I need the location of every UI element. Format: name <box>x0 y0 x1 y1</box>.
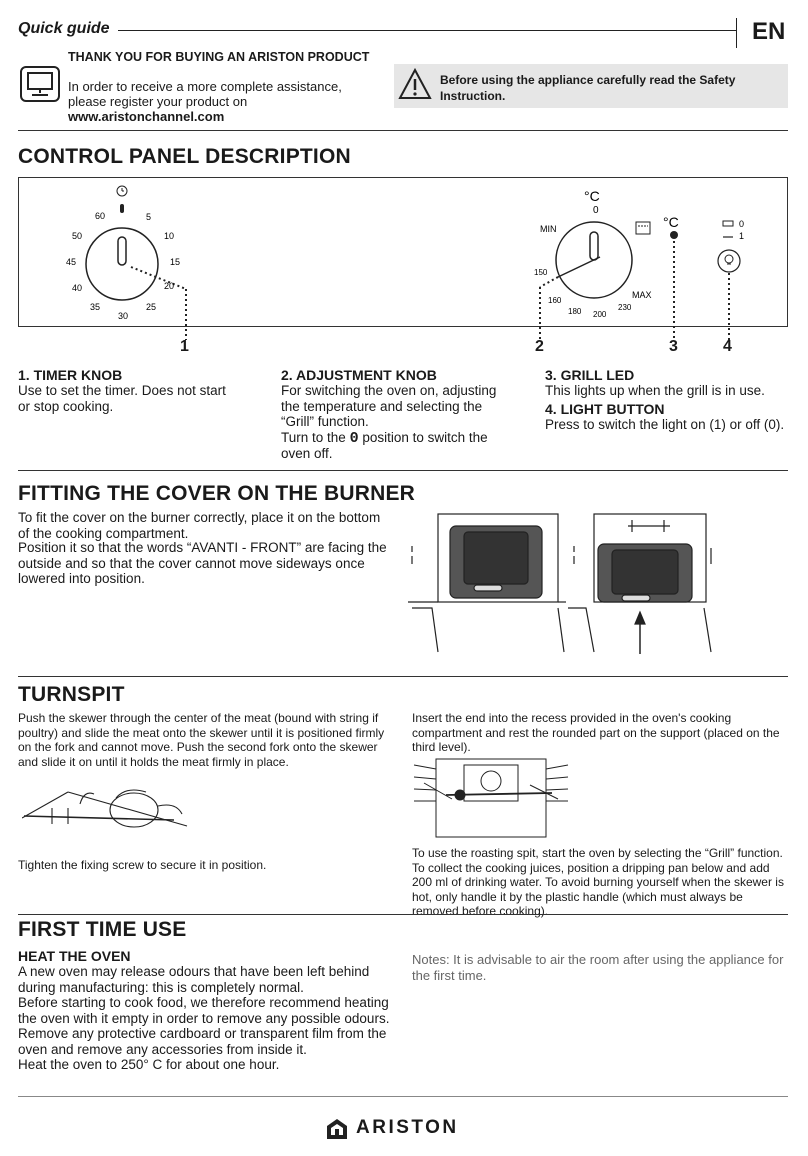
timer-knob-description <box>18 367 268 414</box>
cover-paragraph-1: To fit the cover on the burner correctly, place it on the bottom of the cooking compartment. <box>18 510 381 541</box>
temp-label: 200 <box>593 310 607 319</box>
cover-illustration <box>408 512 718 654</box>
callout-1: 1 <box>180 338 189 355</box>
monitor-icon <box>20 66 60 102</box>
timer-tick: 20 <box>164 281 175 291</box>
brand-name: ARISTON <box>356 1117 459 1138</box>
timer-tick: 45 <box>66 257 77 267</box>
callout-3: 3 <box>669 338 678 355</box>
adjustment-knob-off-text <box>281 430 516 462</box>
adjustment-knob-title: 2. ADJUSTMENT KNOB <box>281 367 437 383</box>
timer-tick: 5 <box>146 212 152 222</box>
timer-tick: 10 <box>164 231 175 241</box>
light-button-description <box>545 401 790 433</box>
light-on-label: 1 <box>739 231 745 241</box>
first-use-paragraphs <box>18 964 390 1073</box>
temp-label: 180 <box>568 307 582 316</box>
section-rule <box>18 676 788 677</box>
section-rule <box>18 914 788 915</box>
adjustment-knob-description <box>281 367 516 462</box>
warning-icon <box>398 67 432 101</box>
light-button-title: 4. LIGHT BUTTON <box>545 401 665 417</box>
grill-led-unit: °C <box>663 214 679 230</box>
light-button <box>718 219 744 340</box>
footer-rule <box>18 1096 788 1097</box>
callout-4: 4 <box>723 338 732 355</box>
timer-knob <box>66 186 186 340</box>
first-use-note: Notes: It is advisable to air the room after using the appliance for the first time. <box>412 952 784 983</box>
off-position-zero: 0 <box>349 429 359 447</box>
turnspit-left-paragraph-1: Push the skewer through the center of the meat (bound with string if poultry) and slide the meat onto the skewer until it is positioned firmly on the fork and cannot move. Push the second fork onto the skewer and slide it on until it holds the meat firmly in place. <box>18 711 385 769</box>
language-code: EN <box>752 18 786 45</box>
off-text-b: position to switch the oven off. <box>281 429 488 461</box>
timer-tick: 35 <box>90 302 101 312</box>
timer-tick: 40 <box>72 283 83 293</box>
grill-led-text: This lights up when the grill is in use. <box>545 383 765 398</box>
turnspit-heading: TURNSPIT <box>18 683 125 706</box>
section-rule <box>18 130 788 131</box>
timer-knob-text: Use to set the timer. Does not start or stop cooking. <box>18 383 226 414</box>
turnspit-illustration-meat <box>22 778 192 840</box>
turnspit-right-paragraph-1: Insert the end into the recess provided in the oven's cooking compartment and rest the rounded part on the support (placed on the third level). <box>412 711 780 754</box>
thanks-body: In order to receive a more complete assistance, please register your product on <box>68 79 342 109</box>
turnspit-right-paragraph-2: To use the roasting spit, start the oven by selecting the “Grill” function. To collect the cooking juices, position a dripping pan below and add 200 ml of drinking water. To avoid burning yourself when the skewer is hot, only handle it by the plastic handle (which must always be removed before cooking). <box>412 846 784 918</box>
temp-label: MAX <box>632 290 652 300</box>
temp-unit: °C <box>584 188 600 204</box>
grill-led <box>663 214 679 340</box>
control-panel-heading: CONTROL PANEL DESCRIPTION <box>18 145 351 168</box>
thanks-heading: THANK YOU FOR BUYING AN ARISTON PRODUCT <box>68 50 370 64</box>
control-panel-illustration <box>18 177 788 357</box>
temp-zero: 0 <box>593 205 599 216</box>
first-use-paragraph-1: A new oven may release odours that have been left behind during manufacturing: this is completely normal. <box>18 964 370 995</box>
heat-oven-subheading: HEAT THE OVEN <box>18 948 131 964</box>
warning-text: Before using the appliance carefully read the Safety Instruction. <box>440 73 736 103</box>
off-text-a: Turn to the <box>281 429 346 445</box>
register-link[interactable]: www.aristonchannel.com <box>68 109 225 124</box>
first-use-heading: FIRST TIME USE <box>18 918 187 941</box>
turnspit-left-paragraph-2: Tighten the fixing screw to secure it in position. <box>18 858 267 872</box>
cover-paragraph-2: Position it so that the words “AVANTI - FRONT” are facing the outside and so that the cover cannot move sideways once lowered into position. <box>18 540 387 586</box>
timer-tick: 60 <box>95 211 106 221</box>
callout-2: 2 <box>535 338 544 355</box>
oven-compartment-right <box>568 514 711 654</box>
timer-tick: 30 <box>118 311 129 321</box>
first-use-paragraph-4: Heat the oven to 250° C for about one hour. <box>18 1057 280 1072</box>
header-rule <box>118 30 736 31</box>
adjustment-knob <box>534 188 652 340</box>
oven-compartment-left <box>408 514 566 652</box>
adjustment-knob-text: For switching the oven on, adjusting the temperature and selecting the “Grill” function. <box>281 383 497 429</box>
temp-label: 150 <box>534 268 548 277</box>
cover-heading: FITTING THE COVER ON THE BURNER <box>18 482 416 505</box>
timer-tick: 25 <box>146 302 157 312</box>
light-off-label: 0 <box>739 219 745 229</box>
turnspit-illustration-oven <box>412 755 570 839</box>
temp-label: 160 <box>548 296 562 305</box>
temp-label: MIN <box>540 224 557 234</box>
timer-knob-title: 1. TIMER KNOB <box>18 367 123 383</box>
grill-led-title: 3. GRILL LED <box>545 367 635 383</box>
first-use-paragraph-2: Before starting to cook food, we therefore recommend heating the oven with it empty in order to remove any possible odours. <box>18 995 390 1026</box>
timer-tick: 15 <box>170 257 181 267</box>
section-rule <box>18 470 788 471</box>
light-button-text: Press to switch the light on (1) or off (0). <box>545 417 785 432</box>
ariston-logo-icon <box>326 1118 348 1140</box>
guide-title: Quick guide <box>18 20 110 37</box>
temp-label: 230 <box>618 303 632 312</box>
timer-tick: 50 <box>72 231 83 241</box>
grill-led-description <box>545 367 790 399</box>
first-use-paragraph-3: Remove any protective cardboard or transparent film from the oven and remove any accessories from inside it. <box>18 1026 387 1057</box>
